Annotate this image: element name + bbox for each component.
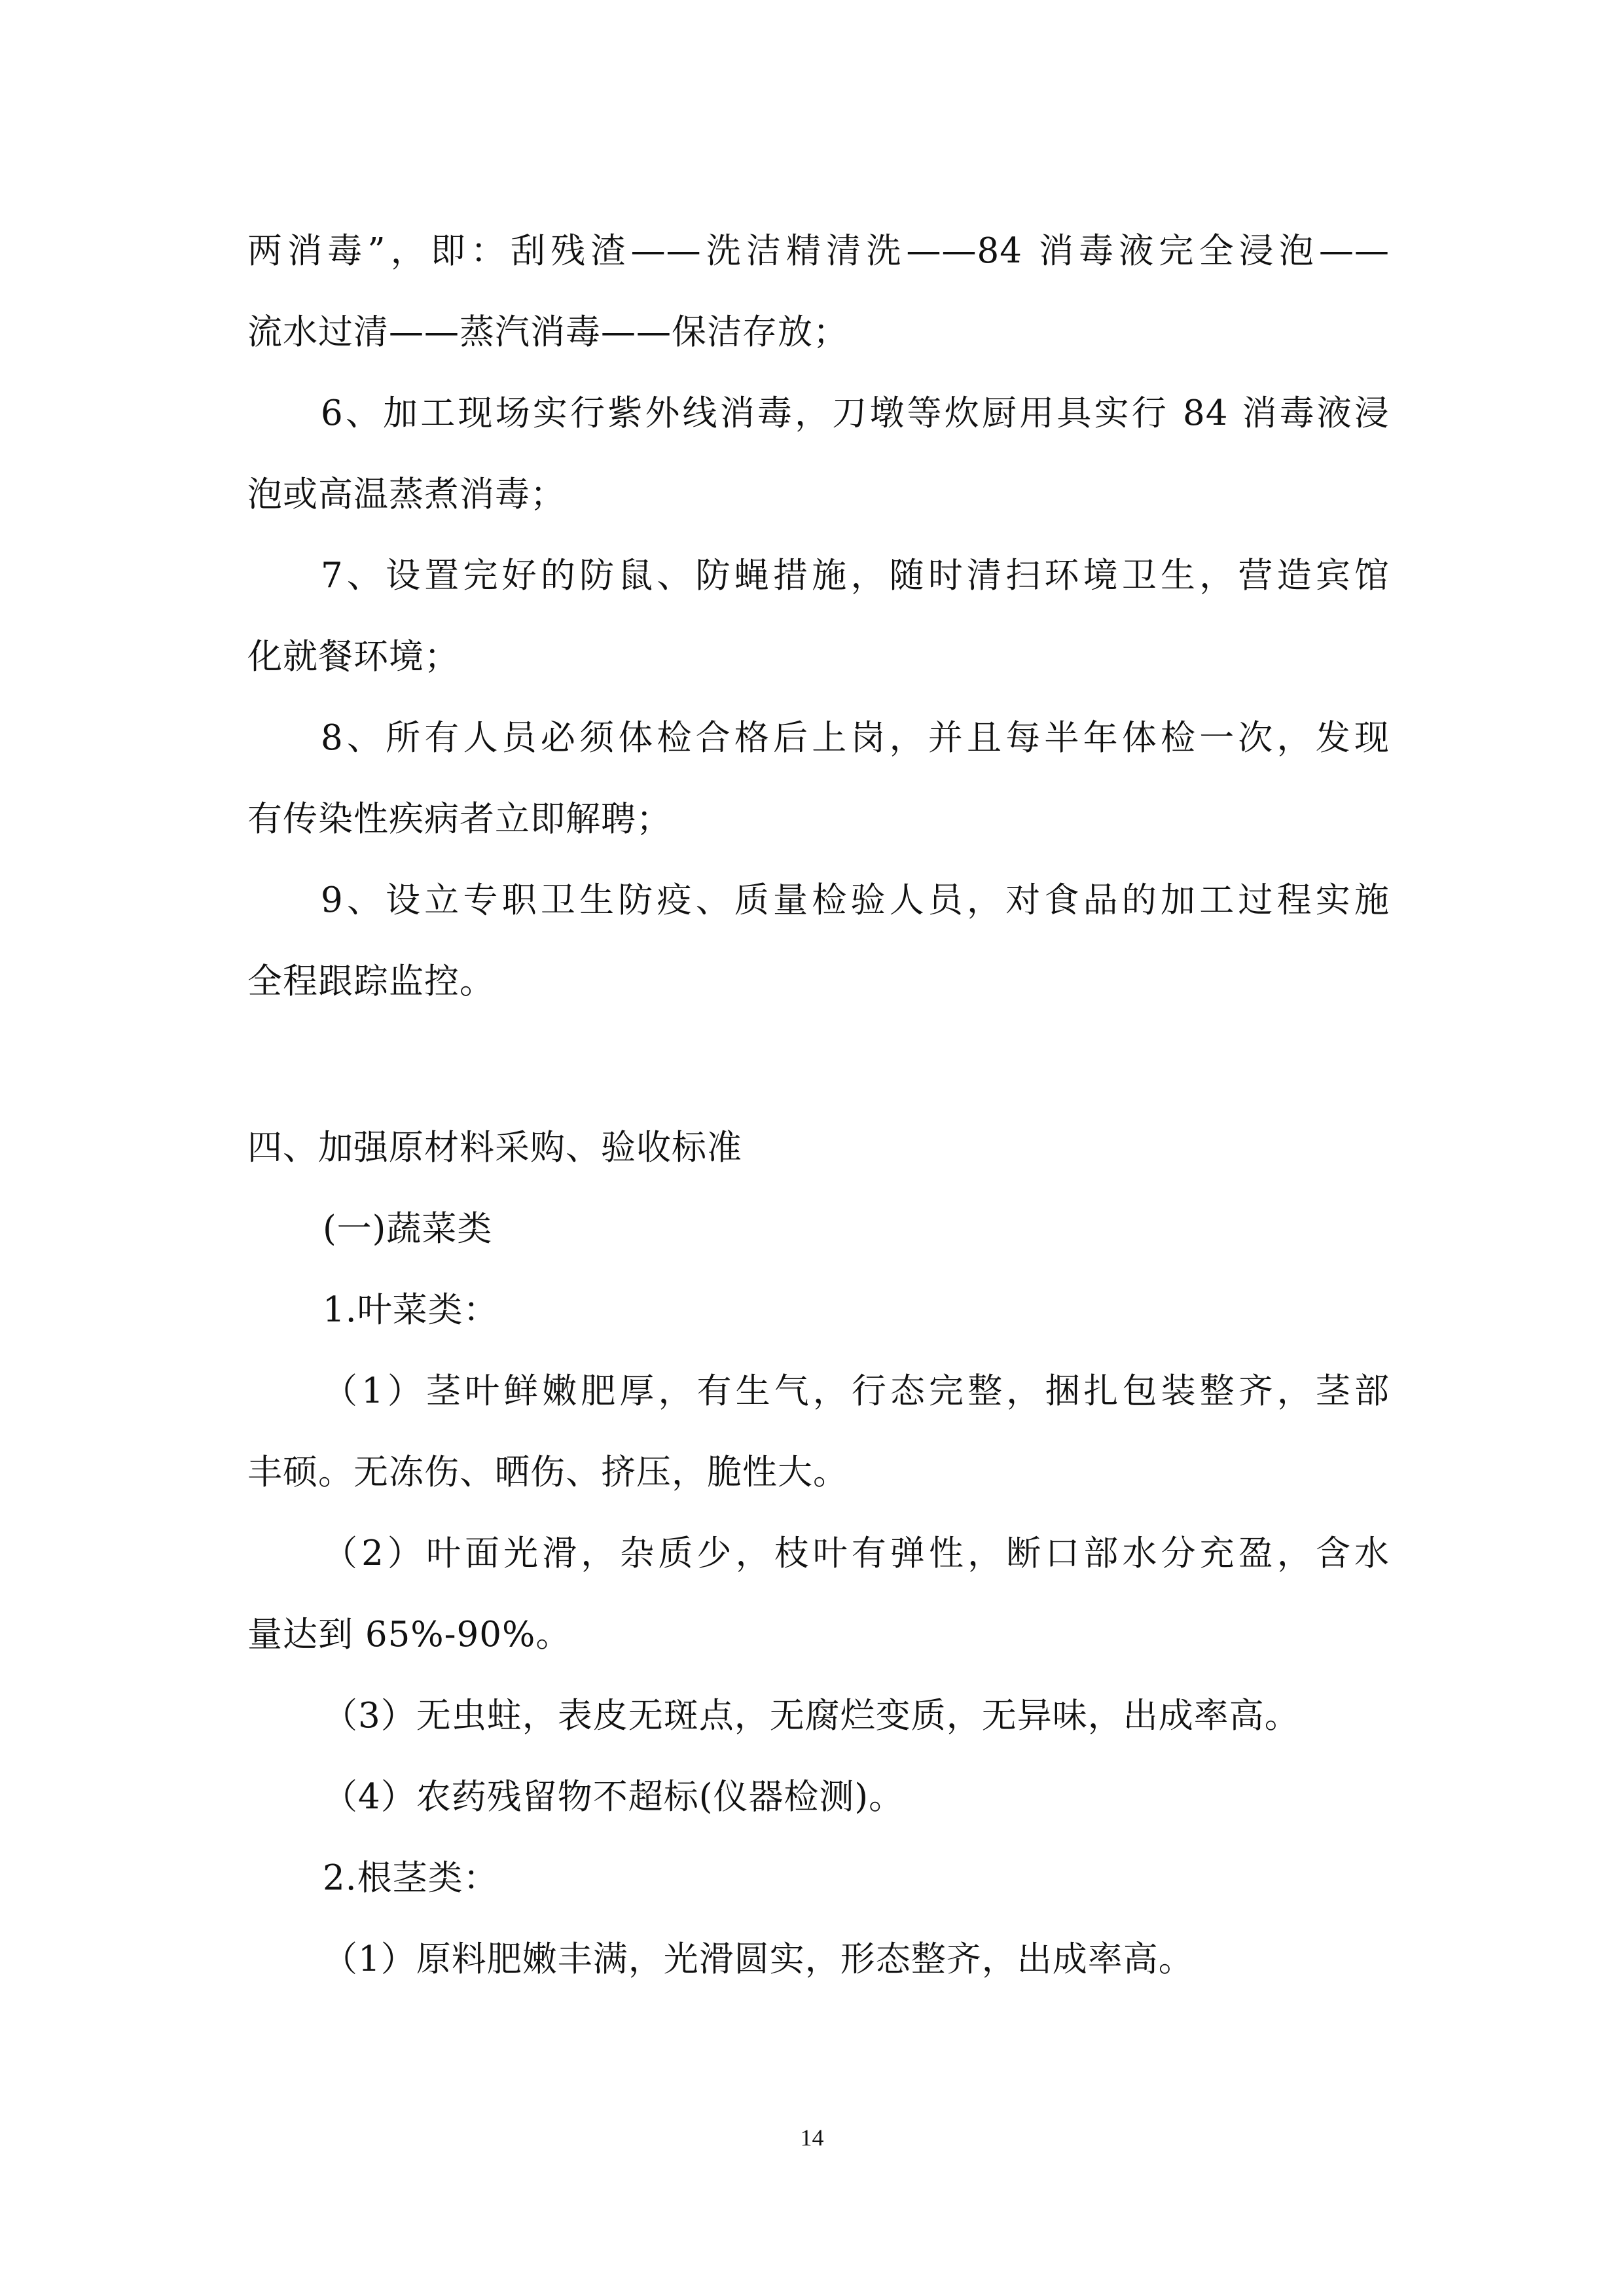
paragraph-line: 化就餐环境； (247, 637, 460, 677)
list-item-line: （3）无虫蛀，表皮无斑点，无腐烂变质，无异味，出成率高。 (323, 1696, 1300, 1736)
category-title: 2.根茎类： (323, 1858, 499, 1898)
list-item-line: （4）农药残留物不超标(仪器检测)。 (323, 1777, 905, 1817)
paragraph-line: 泡或高温蒸煮消毒； (247, 475, 566, 514)
list-item-line: 量达到 65%-90%。 (247, 1615, 571, 1655)
document-page (247, 211, 1390, 2000)
section-spacer (247, 1022, 1390, 1107)
page-number: 14 (800, 2125, 824, 2151)
list-item-line: （1）原料肥嫩丰满，光滑圆实，形态整齐，出成率高。 (323, 1939, 1194, 1979)
subsection-heading: (一)蔬菜类 (323, 1209, 493, 1249)
section-heading: 四、加强原材料采购、验收标准 (247, 1128, 742, 1168)
list-item-line: （1）茎叶鲜嫩肥厚，有生气，行态完整，捆扎包装整齐，茎部 (323, 1371, 1390, 1411)
category-title: 1.叶菜类： (323, 1290, 499, 1330)
paragraph-line: 6、加工现场实行紫外线消毒，刀墩等炊厨用具实行 84 消毒液浸 (321, 393, 1390, 433)
paragraph-line: 7、设置完好的防鼠、防蝇措施，随时清扫环境卫生，营造宾馆 (321, 556, 1390, 596)
paragraph-line: 两消毒”，即：刮残渣——洗洁精清洗——84 消毒液完全浸泡—— (247, 231, 1390, 271)
paragraph-line: 9、设立专职卫生防疫、质量检验人员，对食品的加工过程实施 (321, 880, 1390, 920)
paragraph-line: 流水过清——蒸汽消毒——保洁存放； (247, 312, 848, 352)
list-item-line: （2）叶面光滑，杂质少，枝叶有弹性，断口部水分充盈，含水 (323, 1534, 1390, 1573)
paragraph-line: 8、所有人员必须体检合格后上岗，并且每半年体检一次，发现 (321, 718, 1390, 758)
paragraph-line: 有传染性疾病者立即解聘； (247, 799, 672, 839)
paragraph-line: 全程跟踪监控。 (247, 961, 495, 1001)
list-item-line: 丰硕。无冻伤、晒伤、挤压，脆性大。 (247, 1452, 848, 1492)
